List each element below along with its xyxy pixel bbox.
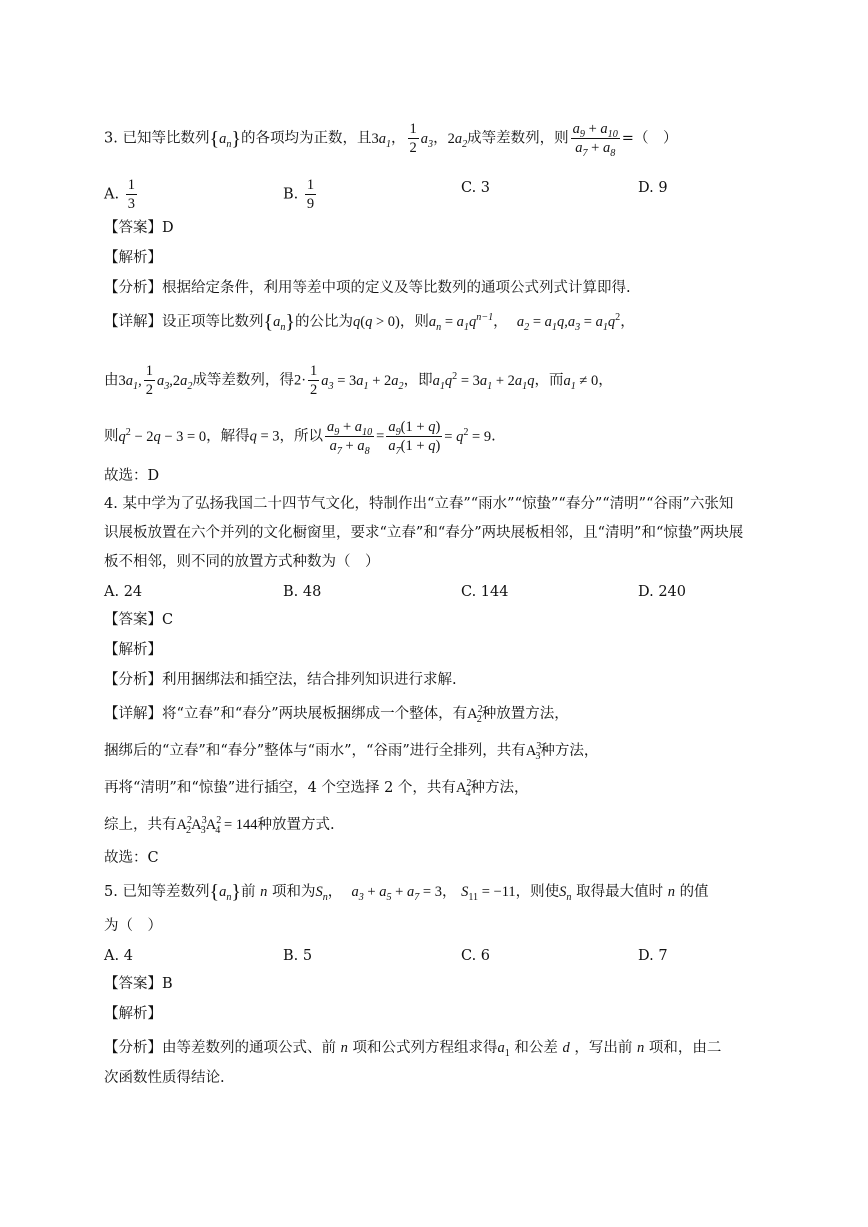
q5-fenxi-line2: 次函数性质得结论. [104, 1070, 225, 1086]
q3-option-d: D. 9 [638, 180, 668, 196]
q3-analysis-label: 【解析】 [104, 250, 162, 266]
q3-detail-line3: 则$q^2 - 2q - 3 = 0$，解得q = 3，所以 $\frac{a_9 + a_{10}}{a_7 + a_8}$ = $\frac{a_9(1 + q)}{a_7(1 + q)}$ = $q^2 = 9$. [104, 419, 496, 457]
q4-analysis-label: 【解析】 [104, 642, 162, 658]
q3-stem-text-3: 成等差数列，则 [467, 130, 569, 147]
q4-detail-line4: 综上，共有$A^2_2A^3_3A^2_4 = 144$种放置方式. [104, 815, 335, 836]
q3-detail-line2: 由$3a_1$, $\frac{1}{2}$ $a_3,2a_2$成等差数列，得2· $\frac{1}{2}$ $a_3 = 3a_1 + 2a_2$，即$a_1q^2 = 3a_1 + 2a_1q$，而$a_1 \ne 0$， [104, 363, 613, 398]
q3-option-b: B. $\frac{1}{9}$ [283, 177, 315, 212]
q4-detail-line2: 捆绑后的“立春”和“春分”整体与“雨水”，“谷雨”进行全排列，共有$A^3_3$种方法， [104, 741, 599, 762]
q4-stem-line2: 识展板放置在六个并列的文化橱窗里，要求“立春”和“春分”两块展板相邻，且“清明”和“惊蛰”两块展 [104, 525, 744, 541]
q3-stem-text-4: =（ ） [621, 130, 678, 147]
q4-option-c: C. 144 [461, 584, 509, 600]
q3-stem: 3. 已知等比数列$\{a_n\}$的各项均为正数，且$3a_1$， $\frac{1}{2}$ $a_3$，$2a_2$成等差数列，则 $\frac{a_9 + a_{10}}{a_7 + a_8}$ =（ ） [104, 121, 678, 159]
q5-option-c: C. 6 [461, 948, 491, 964]
q3-stem-text-2: 的各项均为正数，且 [240, 130, 372, 147]
q4-option-d: D. 240 [638, 584, 687, 600]
q3-detail-line1: 【详解】设正项等比数列$\{a_n\}$的公比为q(q > 0)，则$a_n = a_1q^{n-1}$， $a_2 = a_1q,a_3 = a_1q^2$， [104, 311, 635, 333]
q3-fenxi: 【分析】根据给定条件，利用等差中项的定义及等比数列的通项公式列式计算即得. [104, 280, 631, 296]
q3-stem-text: 3. 已知等比数列 [104, 130, 210, 147]
q3-choose: 故选：D [104, 468, 160, 484]
q5-answer: 【答案】B [104, 976, 173, 992]
q5-option-b: B. 5 [283, 948, 313, 964]
q5-analysis-label: 【解析】 [104, 1006, 162, 1022]
q4-choose: 故选：C [104, 850, 159, 866]
q5-stem-line1: 5. 已知等差数列$\{a_n\}$前 n 项和为$S_n$， $a_3 + a_5 + a_7 = 3$， $S_{11} = -11$，则使$S_n$ 取得最大值时 n 的值 [104, 881, 709, 903]
q4-stem-line3: 板不相邻，则不同的放置方式种数为（ ） [104, 554, 380, 570]
q4-detail-line3: 再将“清明”和“惊蛰”进行插空，4 个空选择 2 个，共有$A^2_4$种方法， [104, 778, 529, 799]
q3-term-3a1: $3a_1$ [371, 130, 392, 150]
q5-fenxi-line1: 【分析】由等差数列的通项公式、前 n 项和公式列方程组求得$a_1$ 和公差 d ，写出前 n 项和，由二 [104, 1040, 722, 1059]
q3-term-2a2: $2a_2$ [447, 130, 468, 150]
q4-detail-line1: 【详解】将“立春”和“春分”两块展板捆绑成一个整体，有$A^2_2$种放置方法， [104, 704, 569, 725]
q4-option-a: A. 24 [104, 584, 143, 600]
q3-term-half-a3: $\frac{1}{2}$ [409, 121, 417, 156]
q4-option-b: B. 48 [283, 584, 322, 600]
q5-stem-line2: 为（ ） [104, 918, 162, 934]
q3-ratio-fraction: $\frac{a_9 + a_{10}}{a_7 + a_8}$ [572, 121, 618, 159]
q4-stem-line1: 4. 某中学为了弘扬我国二十四节气文化，特制作出“立春”“雨水”“惊蛰”“春分”“清明”“谷雨”六张知 [104, 496, 734, 512]
q3-option-c: C. 3 [461, 180, 491, 196]
q4-answer: 【答案】C [104, 612, 174, 628]
q5-option-d: D. 7 [638, 948, 668, 964]
q3-answer: 【答案】D [104, 220, 174, 236]
q3-sequence-an: $\{a_n\}$ [209, 127, 241, 150]
q5-option-a: A. 4 [104, 948, 133, 964]
q3-option-a: A. $\frac{1}{3}$ [104, 177, 135, 212]
q4-fenxi: 【分析】利用捆绑法和插空法，结合排列知识进行求解. [104, 672, 457, 688]
